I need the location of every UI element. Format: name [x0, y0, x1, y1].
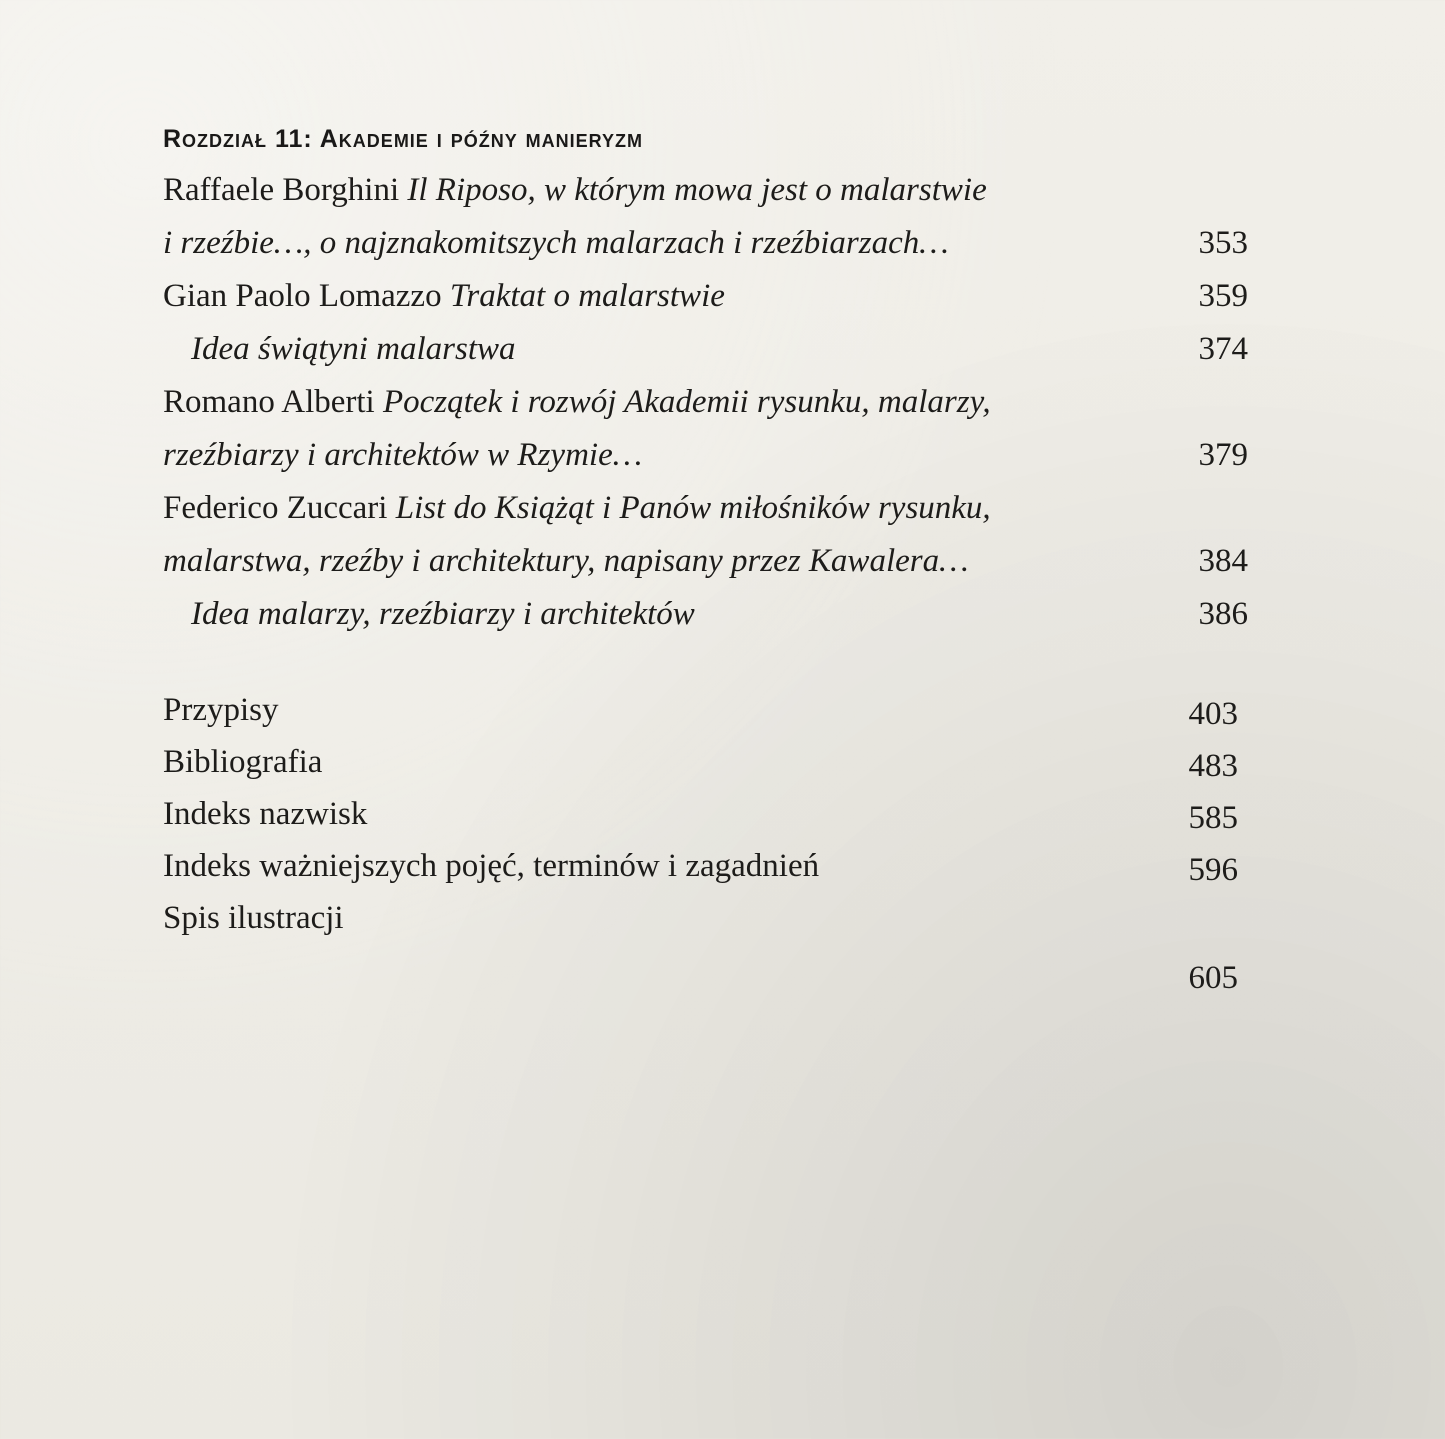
toc-entry-author: Gian Paolo Lomazzo: [163, 278, 450, 314]
table-of-contents: [163, 120, 1253, 996]
toc-entry-line: [163, 429, 1253, 482]
toc-entry: [163, 588, 1253, 641]
toc-entry-title-continued: i rzeźbie…, o najznakomitszych malarzach i rzeźbiarzach…: [163, 225, 949, 261]
toc-entry: [163, 376, 1253, 482]
toc-entry-title-continued: malarstwa, rzeźby i architektury, napisany przez Kawalera…: [163, 543, 969, 579]
toc-page-number: 386: [1198, 596, 1248, 632]
toc-entry-line: [163, 323, 1253, 376]
toc-page-number: 359: [1198, 278, 1248, 314]
toc-page-number: 374: [1198, 331, 1248, 367]
toc-entry-line: [163, 535, 1253, 588]
toc-page-number: 483: [1188, 748, 1238, 784]
chapter-heading: Rozdział 11: Akademie i późny manieryzm: [163, 125, 643, 153]
toc-entry-line: [163, 270, 1253, 323]
back-matter-label: Bibliografia: [163, 744, 323, 780]
toc-page-number: 384: [1198, 543, 1248, 579]
back-matter-label: Indeks nazwisk: [163, 796, 368, 832]
toc-entry: [163, 323, 1253, 376]
back-matter-item: [163, 840, 1253, 892]
toc-entry-title: Początek i rozwój Akademii rysunku, malarzy,: [382, 384, 991, 420]
toc-entry-line: [163, 482, 1253, 535]
toc-entry-line: [163, 164, 1253, 217]
toc-entry-author: Federico Zuccari: [163, 490, 396, 526]
section-gap: [163, 641, 1253, 684]
back-matter-item: [163, 788, 1253, 840]
toc-entry: [163, 482, 1253, 588]
toc-entry-line: [163, 376, 1253, 429]
toc-page-number: 403: [1188, 696, 1238, 732]
toc-entry-title: Idea malarzy, rzeźbiarzy i architektów: [191, 596, 695, 632]
toc-entry: [163, 164, 1253, 270]
toc-entry-author: Raffaele Borghini: [163, 172, 408, 208]
toc-entry-title-continued: rzeźbiarzy i architektów w Rzymie…: [163, 437, 643, 473]
toc-page-number: 585: [1188, 800, 1238, 836]
toc-page-number: 353: [1198, 225, 1248, 261]
toc-entry-line: [163, 588, 1253, 641]
toc-page-number: 596: [1188, 852, 1238, 888]
toc-entry-line: [163, 217, 1253, 270]
back-matter-label: Przypisy: [163, 692, 279, 728]
toc-entry-title: Traktat o malarstwie: [449, 278, 725, 314]
back-matter-item: [163, 684, 1253, 736]
toc-entry-title: Il Riposo, w którym mowa jest o malarstwie: [407, 172, 987, 208]
toc-page-number: 379: [1198, 437, 1248, 473]
toc-entry: [163, 270, 1253, 323]
toc-entry-author: Romano Alberti: [163, 384, 383, 420]
toc-page-number: 605: [1188, 960, 1238, 996]
toc-entry-title: Idea świątyni malarstwa: [191, 331, 516, 367]
back-matter-item: [163, 892, 1253, 944]
toc-entry-title: List do Książąt i Panów miłośników rysunku,: [395, 490, 991, 526]
back-matter-label: Spis ilustracji: [163, 900, 344, 936]
back-matter-item-page: [163, 944, 1253, 996]
back-matter-list: [163, 684, 1253, 996]
back-matter-item: [163, 736, 1253, 788]
back-matter-label: Indeks ważniejszych pojęć, terminów i zagadnień: [163, 848, 820, 884]
